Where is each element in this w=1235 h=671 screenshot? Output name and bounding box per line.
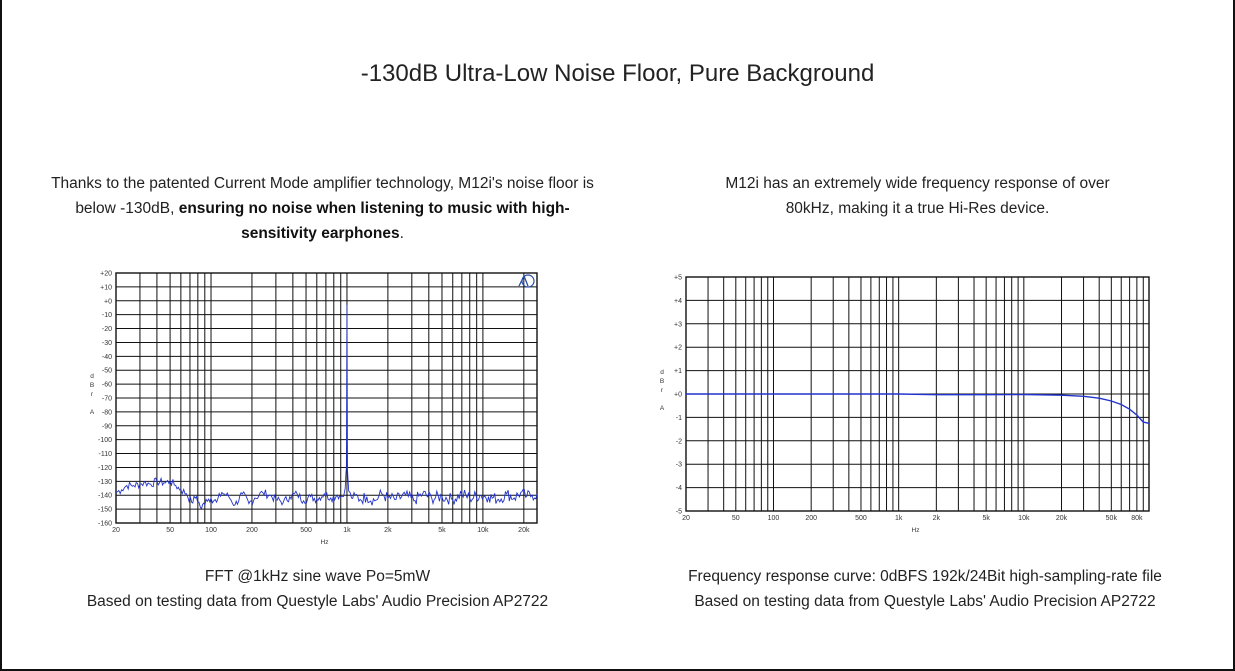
- fft-x-tick-label: 20: [112, 527, 120, 534]
- fft-y-tick-label: -100: [97, 437, 112, 445]
- fft-x-axis-label: Hz: [320, 539, 329, 546]
- fft-y-tick-label: -20: [101, 326, 112, 334]
- response-y-tick-label: +5: [674, 274, 682, 282]
- right-caption-line2: Based on testing data from Questyle Labs' Audio Precision AP2722: [694, 593, 1156, 610]
- response-series-line: [686, 394, 1149, 423]
- response-x-tick-label: 20k: [1055, 515, 1068, 522]
- response-y-tick-label: +0: [674, 391, 682, 399]
- right-caption: [640, 564, 1210, 614]
- fft-x-tick-label: 1k: [343, 527, 351, 534]
- fft-y-tick-label: -130: [97, 478, 112, 486]
- fft-y-tick-label: -110: [98, 451, 112, 459]
- response-x-tick-label: 2k: [932, 515, 941, 522]
- response-y-axis-label: d: [660, 369, 664, 376]
- left-description-end: .: [399, 225, 404, 242]
- response-x-axis-label: Hz: [911, 527, 920, 534]
- response-y-axis-label: A: [659, 405, 665, 412]
- fft-x-tick-label: 2k: [384, 527, 392, 534]
- fft-x-tick-label: 20k: [518, 527, 530, 534]
- fft-x-tick-label: 50: [166, 527, 174, 534]
- fft-y-tick-label: -120: [97, 464, 112, 472]
- response-x-tick-label: 1k: [894, 515, 903, 522]
- left-caption-line1: FFT @1kHz sine wave Po=5mW: [204, 568, 431, 585]
- fft-series-line: [116, 305, 537, 509]
- response-y-tick-label: +2: [674, 344, 682, 352]
- response-y-tick-label: -1: [675, 414, 682, 422]
- response-x-tick-label: 10k: [1018, 515, 1030, 522]
- fft-y-tick-label: -150: [97, 506, 112, 514]
- fft-x-tick-label: 10k: [477, 527, 489, 534]
- fft-y-tick-label: -30: [101, 339, 112, 347]
- fft-y-tick-label: -160: [97, 520, 112, 528]
- left-description-emphasis: ensuring no noise when listening to music with high-sensitivity earphones: [178, 200, 570, 242]
- fft-y-tick-label: +0: [104, 298, 112, 306]
- response-y-axis-label: B: [659, 378, 665, 385]
- fft-x-tick-label: 200: [246, 527, 258, 534]
- response-y-tick-label: -4: [675, 485, 682, 493]
- response-x-tick-label: 80k: [1131, 515, 1143, 522]
- fft-y-axis-label: d: [90, 373, 94, 380]
- fft-y-tick-label: +20: [100, 270, 112, 278]
- fft-x-tick-label: 500: [300, 527, 312, 534]
- fft-y-tick-label: -90: [101, 423, 112, 431]
- response-x-tick-label: 100: [767, 515, 780, 522]
- fft-y-tick-label: -50: [101, 367, 112, 375]
- left-caption-line2: Based on testing data from Questyle Labs' Audio Precision AP2722: [86, 593, 549, 610]
- response-y-tick-label: +4: [674, 297, 682, 305]
- response-x-tick-label: 200: [805, 515, 818, 522]
- fft-x-tick-label: 5k: [438, 527, 446, 534]
- fft-y-axis-label: A: [89, 409, 95, 416]
- response-y-tick-label: -5: [675, 508, 682, 516]
- response-x-tick-label: 500: [855, 515, 867, 522]
- fft-y-tick-label: +10: [100, 284, 112, 292]
- response-y-tick-label: -2: [675, 438, 682, 446]
- fft-y-tick-label: -70: [101, 395, 112, 403]
- fft-y-tick-label: -140: [97, 492, 112, 500]
- response-x-tick-label: 50k: [1105, 515, 1117, 522]
- fft-y-tick-label: -10: [101, 312, 112, 320]
- response-y-axis-label: r: [660, 387, 664, 394]
- fft-y-tick-label: -60: [101, 381, 112, 389]
- fft-y-tick-label: -40: [101, 353, 112, 361]
- right-caption-line1: Frequency response curve: 0dBFS 192k/24Bit high-sampling-rate file: [688, 568, 1162, 585]
- response-y-tick-label: -3: [675, 461, 682, 469]
- fft-y-axis-label: B: [89, 382, 95, 389]
- response-x-tick-label: 50: [731, 515, 740, 522]
- right-description-line2: 80kHz, making it a true Hi-Res device.: [785, 200, 1050, 217]
- fft-y-tick-label: -80: [101, 409, 112, 417]
- response-x-tick-label: 20: [682, 515, 690, 522]
- fft-y-axis-label: r: [90, 391, 94, 398]
- response-x-tick-label: 5k: [982, 515, 990, 522]
- fft-x-tick-label: 100: [205, 527, 217, 534]
- right-description-line1: M12i has an extremely wide frequency response of over: [725, 175, 1110, 192]
- response-y-tick-label: +3: [674, 321, 682, 329]
- left-description-text: Thanks to the patented Current Mode amplifier technology, M12i's noise floor is below -130dB,: [51, 175, 594, 217]
- page-title: -130dB Ultra-Low Noise Floor, Pure Background: [360, 60, 875, 87]
- left-caption: [40, 564, 595, 614]
- response-y-tick-label: +1: [674, 368, 682, 376]
